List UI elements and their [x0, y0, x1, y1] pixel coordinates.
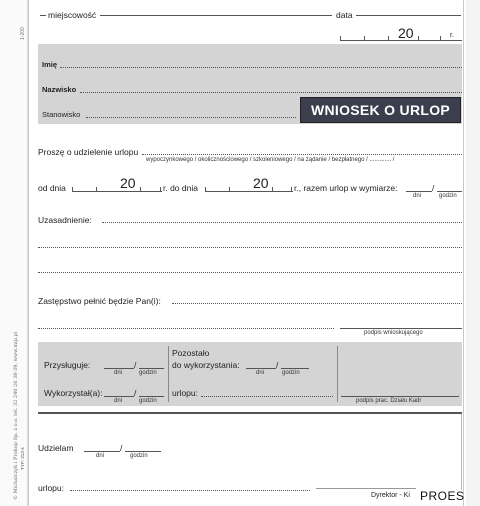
first-name-field[interactable]	[60, 67, 462, 68]
form-title: WNIOSEK O URLOP	[300, 97, 461, 123]
date-year-prefix: 20	[398, 25, 414, 41]
grant-hours-field[interactable]	[125, 451, 161, 452]
right-edge	[466, 0, 480, 506]
used-hours-caption: godzin	[139, 398, 157, 404]
entitled-days-field[interactable]	[104, 368, 134, 369]
last-name-field[interactable]	[80, 92, 462, 93]
entitled-hours-field[interactable]	[139, 368, 164, 369]
total-leave-label: r., razem urlop w wymiarze:	[294, 183, 398, 193]
total-hours-caption: godzin	[439, 193, 457, 199]
side-strip	[0, 0, 28, 506]
substitute-label: Zastępstwo pełnić będzie Pan(i):	[38, 296, 161, 306]
grant-hours-caption: godzin	[130, 453, 148, 459]
to-date-year: 20	[253, 175, 269, 191]
leave-types-hint: wypoczynkowego / okolicznościowego / szkoleniowego / na żądanie / bezpłatnego / ............. /	[146, 157, 395, 163]
used-days-caption: dni	[114, 398, 123, 404]
remaining-hours-field[interactable]	[281, 368, 309, 369]
grant-leave-kind-field[interactable]	[70, 490, 310, 491]
from-date-field[interactable]	[72, 191, 162, 192]
used-days-field[interactable]	[104, 396, 134, 397]
grant-days-field[interactable]	[84, 451, 120, 452]
grant-days-caption: dni	[96, 453, 105, 459]
to-date-field[interactable]	[205, 191, 293, 192]
side-publisher-text: © Michalczyk i Prokop Sp. z o.o. tel. 32 240 26 38-39, www.mip.pl	[13, 331, 19, 500]
applicant-signature-field[interactable]	[340, 328, 462, 329]
total-days-caption: dni	[413, 193, 422, 199]
substitute-field-2[interactable]	[38, 328, 334, 329]
date-year-suffix: r.	[450, 32, 454, 39]
director-signature-field[interactable]	[316, 488, 416, 489]
first-name-label: Imię	[42, 60, 58, 69]
justification-field-1[interactable]	[102, 222, 462, 223]
date-label: data	[336, 10, 353, 20]
director-caption: Dyrektor - Ki	[371, 492, 410, 499]
hr-signature-field[interactable]	[341, 396, 459, 397]
side-form-code: TYP: 313-4	[20, 447, 25, 470]
leave-type-field[interactable]	[142, 154, 462, 155]
from-date-label: od dnia	[38, 183, 66, 193]
substitute-field-1[interactable]	[172, 303, 462, 304]
grant-label: Udzielam	[38, 443, 74, 453]
remaining-days-field[interactable]	[246, 368, 276, 369]
remaining-days-caption: dni	[256, 370, 265, 376]
hr-signature-caption: podpis prac. Działu Kadr	[356, 398, 422, 404]
grant-leave-kind-label: urlopu:	[38, 483, 64, 493]
justification-field-2[interactable]	[38, 247, 462, 248]
total-days-field[interactable]	[406, 191, 432, 192]
place-label: miejscowość	[48, 10, 97, 20]
justification-field-3[interactable]	[38, 272, 462, 273]
used-hours-field[interactable]	[139, 396, 164, 397]
leave-kind-label: urlopu:	[172, 388, 198, 398]
entitled-hours-caption: godzin	[139, 370, 157, 376]
remaining-label-1: Pozostało	[172, 348, 210, 358]
position-field[interactable]	[86, 117, 296, 118]
entitled-label: Przysługuje:	[44, 360, 91, 370]
side-small-code: 1-200	[20, 27, 26, 40]
remaining-hours-caption: godzin	[282, 370, 300, 376]
last-name-label: Nazwisko	[42, 85, 77, 94]
remaining-label-2: do wykorzystania:	[172, 360, 240, 370]
applicant-signature-caption: podpis wnioskującego	[364, 330, 423, 336]
request-label: Proszę o udzielenie urlopu	[38, 147, 139, 157]
total-hours-field[interactable]	[437, 191, 462, 192]
justification-label: Uzasadnienie:	[38, 215, 92, 225]
watermark-text: PROES	[420, 489, 465, 503]
to-date-label: r. do dnia	[163, 183, 198, 193]
entitled-days-caption: dni	[114, 370, 123, 376]
leave-kind-field[interactable]	[201, 396, 333, 397]
from-date-year: 20	[120, 175, 136, 191]
position-label: Stanowisko	[42, 110, 81, 119]
used-label: Wykorzystał(a):	[44, 388, 103, 398]
